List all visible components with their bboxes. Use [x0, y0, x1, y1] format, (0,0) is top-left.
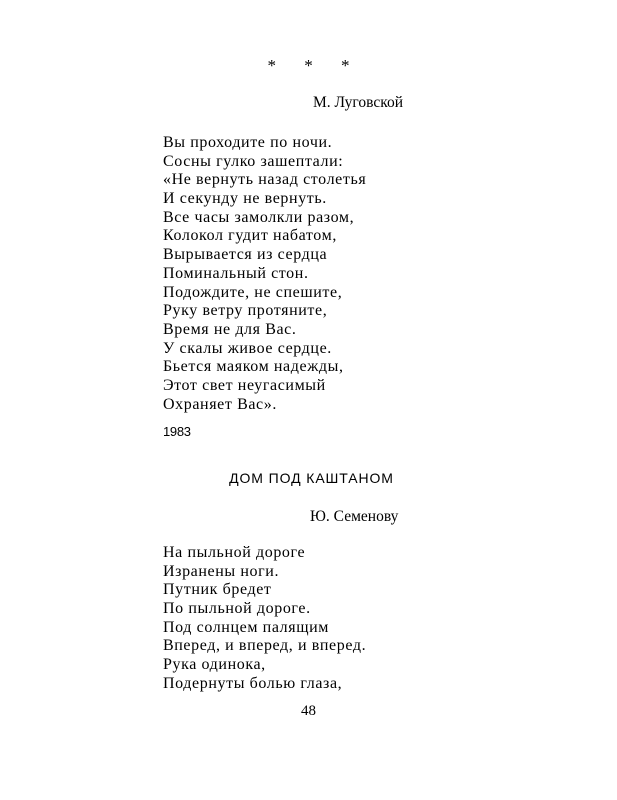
- poem-line: Руку ветру протяните,: [163, 302, 328, 320]
- poem-line: Под солнцем палящим: [163, 618, 330, 636]
- poem-line: Сосны гулко зашептали:: [163, 152, 344, 170]
- poem-line: Рука одинока,: [163, 656, 266, 674]
- poem-line: Изранены ноги.: [163, 562, 280, 580]
- poem-line: Бьется маяком надежды,: [163, 358, 344, 376]
- poem-line: Колокол гудит набатом,: [163, 227, 337, 245]
- poem2-title: ДОМ ПОД КАШТАНОМ: [229, 470, 394, 486]
- poem-line: Вы проходите по ночи.: [163, 134, 333, 151]
- poem-line: Этот свет неугасимый: [163, 376, 326, 394]
- poem2-body: [163, 544, 366, 694]
- poem1-body: [163, 134, 366, 414]
- poem-line: Время не для Вас.: [163, 320, 297, 338]
- poem-line: Путник бредет: [163, 581, 272, 599]
- poem-line: Вперед, и вперед, и вперед.: [163, 637, 367, 655]
- poem-line: «Не вернуть назад столетья: [163, 171, 367, 189]
- poem1-year: 1983: [163, 424, 191, 439]
- poem2-dedication: Ю. Семенову: [310, 508, 399, 525]
- page-number: 48: [301, 703, 316, 719]
- poem-line: Охраняет Вас».: [163, 395, 277, 413]
- section-ornament: * * *: [267, 56, 362, 75]
- poem-line: Подернуты болью глаза,: [163, 674, 343, 692]
- poem-line: По пыльной дороге.: [163, 600, 311, 618]
- poem-line: У скалы живое сердце.: [163, 339, 332, 357]
- poem-line: И секунду не вернуть.: [163, 190, 327, 208]
- poem-line: Все часы замолкли разом,: [163, 208, 355, 226]
- poem-line: Вырывается из сердца: [163, 246, 328, 264]
- poem-line: На пыльной дороге: [163, 544, 306, 561]
- poem-line: Поминальный стон.: [163, 264, 309, 282]
- poem-line: Подождите, не спешите,: [163, 283, 343, 301]
- poem1-dedication: М. Луговской: [313, 94, 404, 111]
